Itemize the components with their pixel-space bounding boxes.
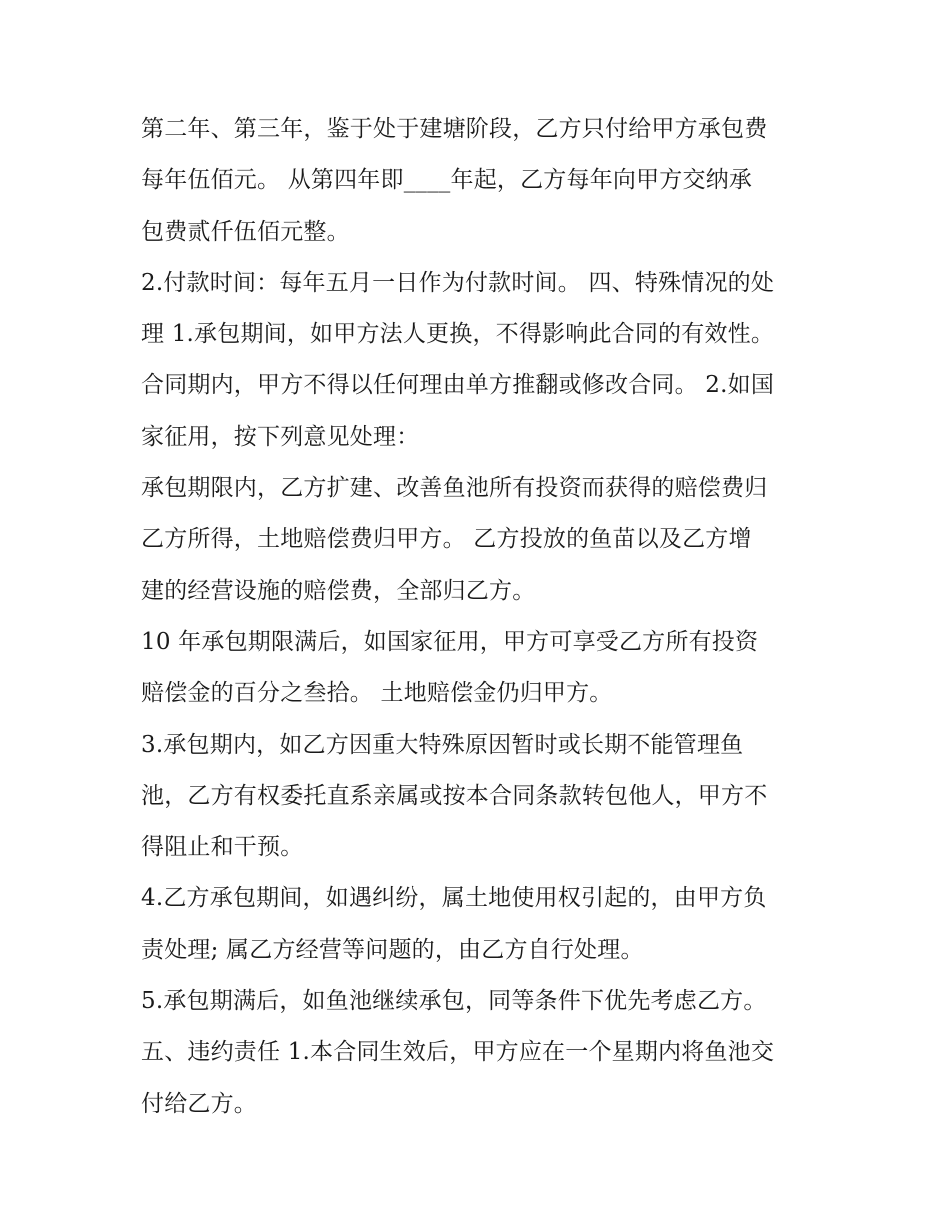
text-line: 合同期内，甲方不得以任何理由单方推翻或修改合同。 2.如国 — [141, 372, 775, 399]
text-line: 得阻止和干预。 — [141, 834, 304, 861]
text-line: 责处理; 属乙方经营等问题的，由乙方自行处理。 — [141, 936, 644, 963]
text-line: 3.承包期内，如乙方因重大特殊原因暂时或长期不能管理鱼 — [141, 731, 744, 758]
text-line: 第二年、第三年，鉴于处于建塘阶段，乙方只付给甲方承包费 — [141, 116, 768, 142]
text-line: 池，乙方有权委托直系亲属或按本合同条款转包他人，甲方不 — [141, 782, 768, 809]
text-line: 乙方所得，土地赔偿费归甲方。 乙方投放的鱼苗以及乙方增 — [141, 526, 752, 553]
text-line: 4.乙方承包期间，如遇纠纷，属土地使用权引起的，由甲方负 — [141, 885, 767, 912]
text-line: 家征用，按下列意见处理： — [141, 423, 420, 450]
text-line: 每年伍佰元。 从第四年即____年起，乙方每年向甲方交纳承 — [141, 167, 753, 194]
text-line: 付给乙方。 — [141, 1090, 257, 1117]
text-line: 2.付款时间：每年五月一日作为付款时间。 四、特殊情况的处 — [141, 269, 775, 296]
text-line: 包费贰仟伍佰元整。 — [141, 218, 350, 245]
document-body — [141, 104, 821, 1130]
text-line: 10 年承包期限满后，如国家征用，甲方可享受乙方所有投资 — [141, 628, 759, 655]
text-line: 建的经营设施的赔偿费，全部归乙方。 — [141, 577, 536, 604]
text-line: 五、违约责任 1.本合同生效后，甲方应在一个星期内将鱼池交 — [141, 1039, 775, 1066]
text-line: 理 1.承包期间，如甲方法人更换，不得影响此合同的有效性。 — [141, 321, 775, 348]
text-line: 承包期限内，乙方扩建、改善鱼池所有投资而获得的赔偿费归 — [141, 475, 768, 502]
text-line: 5.承包期满后，如鱼池继续承包，同等条件下优先考虑乙方。 — [141, 988, 767, 1015]
text-line: 赔偿金的百分之叁拾。 土地赔偿金仍归甲方。 — [141, 680, 613, 707]
